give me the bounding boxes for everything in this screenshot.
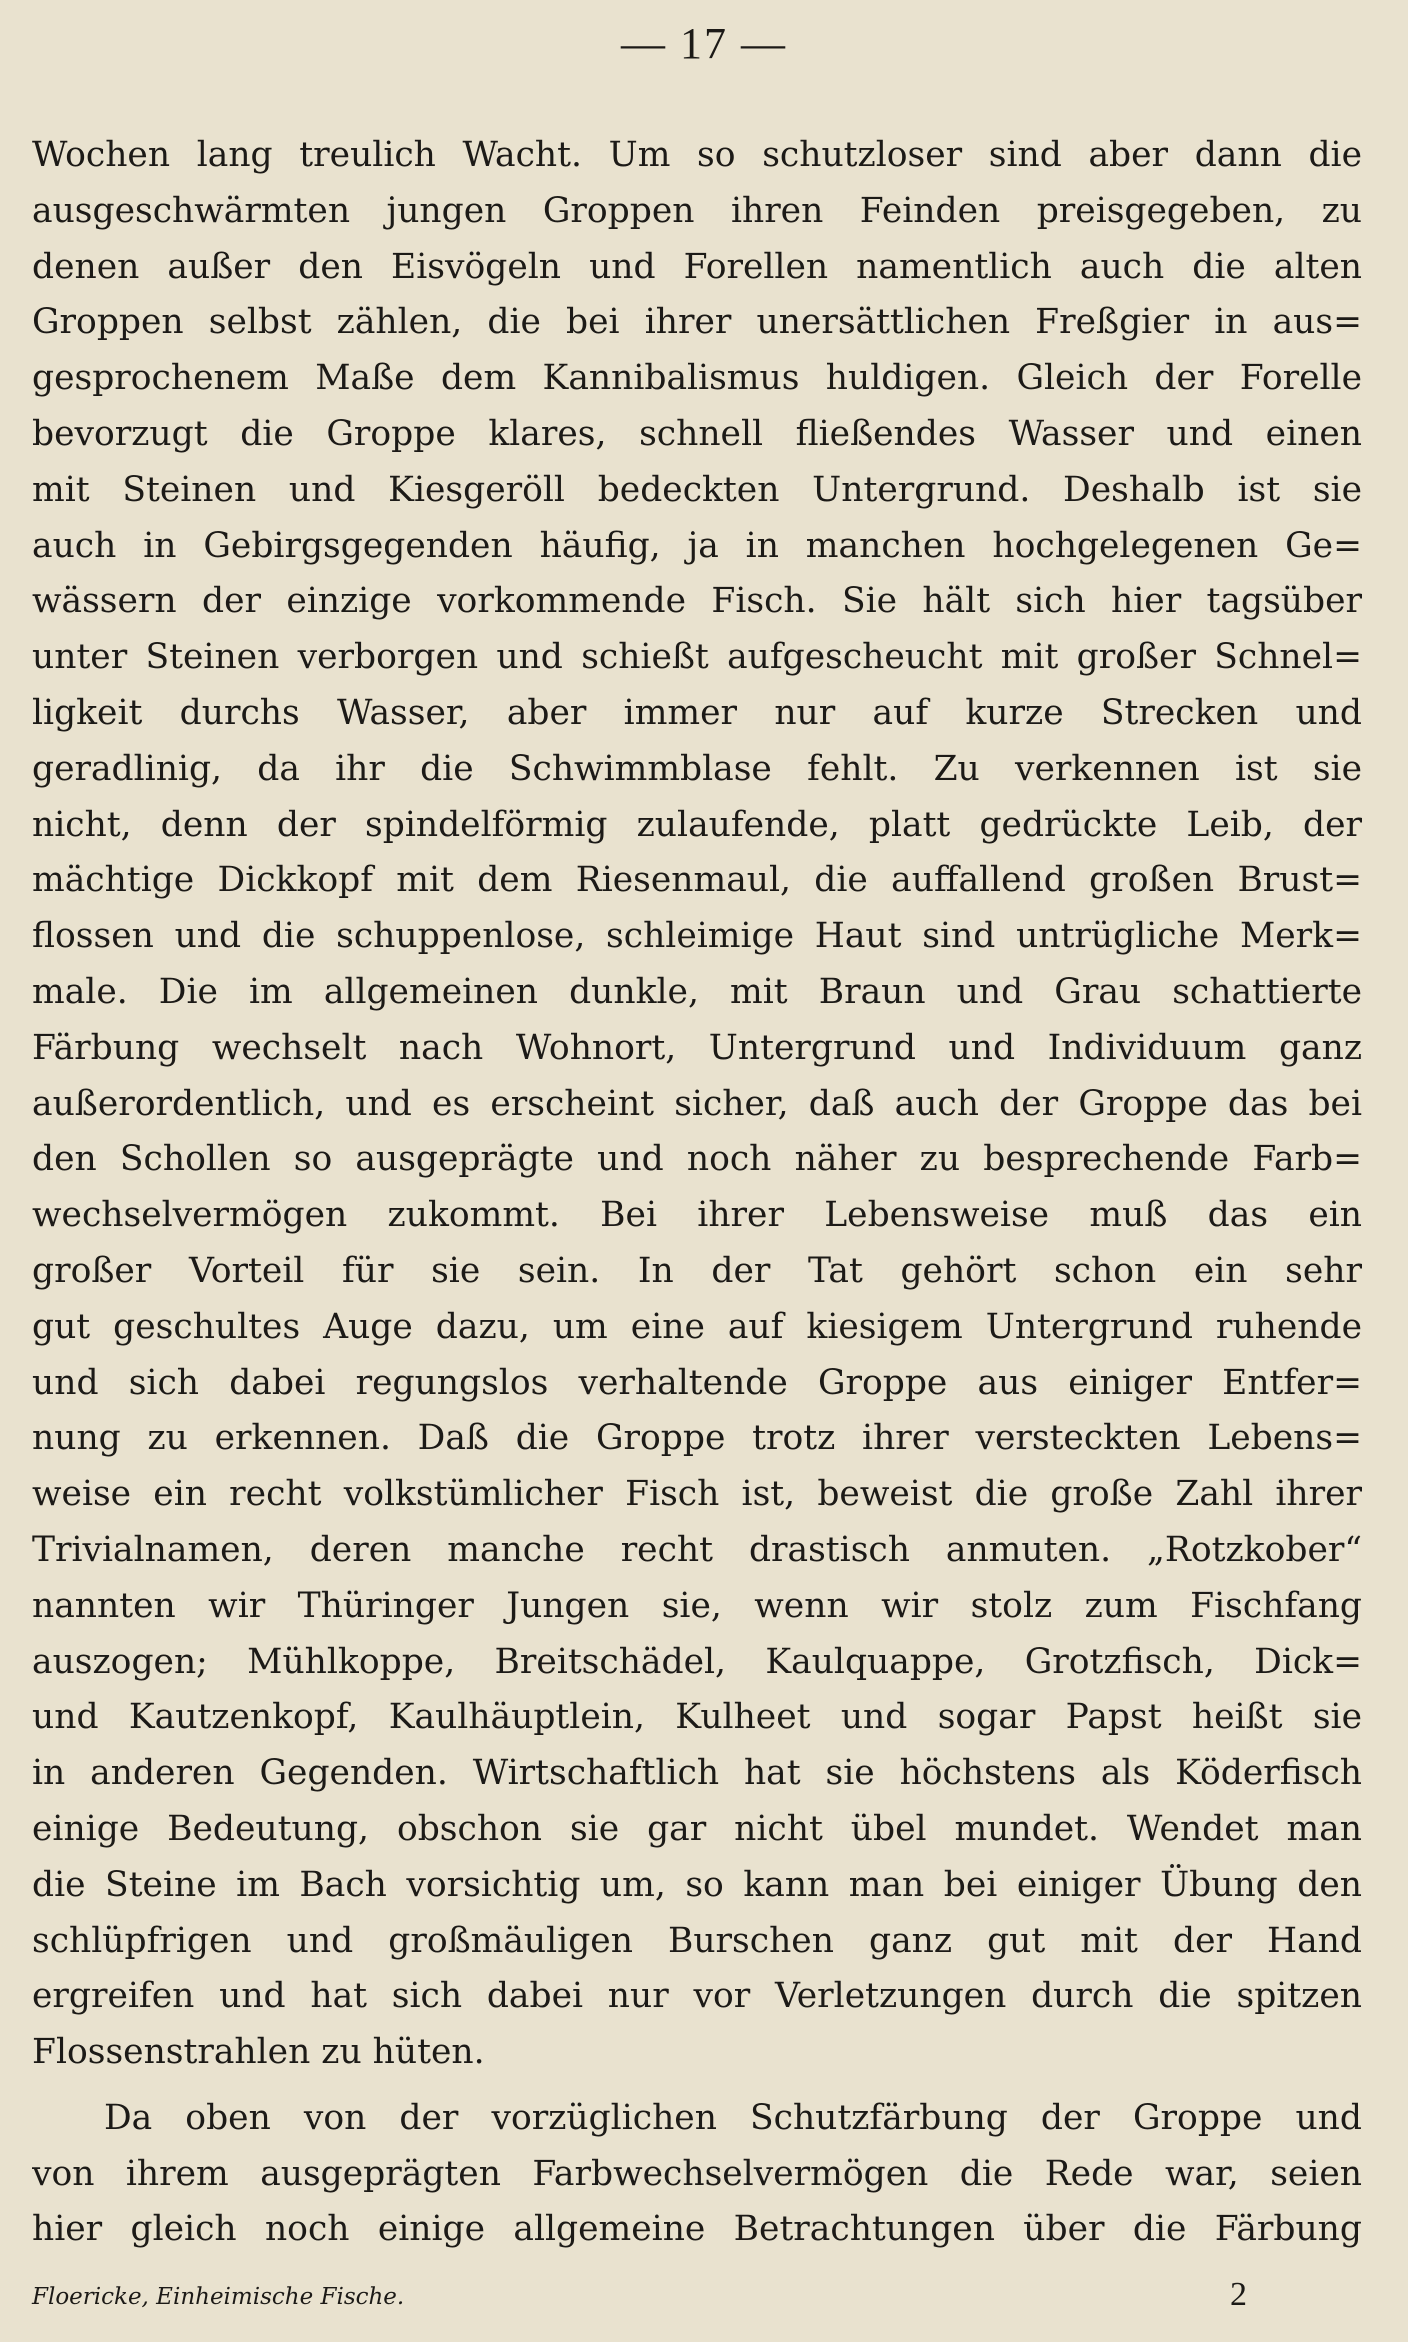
text-line: auch in Gebirgsgegenden häufig, ja in manchen hochgelegenen Ge= <box>32 525 1362 566</box>
paragraph-2 <box>32 2091 1362 2258</box>
text-line: schlüpfrigen und großmäuligen Burschen ganz gut mit der Hand <box>32 1920 1362 1961</box>
text-line: gut geschultes Auge dazu, um eine auf kiesigem Untergrund ruhende <box>32 1306 1362 1347</box>
text-line: ligkeit durchs Wasser, aber immer nur auf kurze Strecken und <box>32 692 1362 733</box>
text-line: und sich dabei regungslos verhaltende Groppe aus einiger Entfer= <box>32 1362 1362 1403</box>
paragraph-1 <box>32 128 1362 2081</box>
text-line: Wochen lang treulich Wacht. Um so schutzloser sind aber dann die <box>32 135 1362 175</box>
text-line: nung zu erkennen. Daß die Groppe trotz ihrer versteckten Lebens= <box>32 1418 1362 1459</box>
text-line: nicht, denn der spindelförmig zulaufende, platt gedrückte Leib, der <box>32 804 1362 845</box>
text-line: Färbung wechselt nach Wohnort, Untergrund und Individuum ganz <box>32 1027 1362 1068</box>
text-line: die Steine im Bach vorsichtig um, so kann man bei einiger Übung den <box>32 1864 1362 1905</box>
text-line: nannten wir Thüringer Jungen sie, wenn wir stolz zum Fischfang <box>32 1585 1362 1626</box>
page-number: — 17 — <box>621 19 787 68</box>
text-line: hier gleich noch einige allgemeine Betrachtungen über die Färbung <box>32 2209 1362 2250</box>
sheet-number: 2 <box>1230 2276 1247 2313</box>
text-line: unter Steinen verborgen und schießt aufgescheucht mit großer Schnel= <box>32 637 1362 678</box>
text-line: bevorzugt die Groppe klares, schnell fließendes Wasser und einen <box>32 413 1362 454</box>
text-line: ausgeschwärmten jungen Groppen ihren Feinden preisgegeben, zu <box>32 190 1362 231</box>
text-line: mächtige Dickkopf mit dem Riesenmaul, die auffallend großen Brust= <box>32 860 1362 901</box>
text-line: wässern der einzige vorkommende Fisch. Sie hält sich hier tagsüber <box>32 581 1362 622</box>
footer-signature: Floericke, Einheimische Fische. <box>32 2284 405 2310</box>
text-line: in anderen Gegenden. Wirtschaftlich hat sie höchstens als Köderfisch <box>32 1753 1362 1794</box>
text-line: wechselvermögen zukommt. Bei ihrer Lebensweise muß das ein <box>32 1195 1362 1236</box>
text-line: gesprochenem Maße dem Kannibalismus huldigen. Gleich der Forelle <box>32 358 1362 399</box>
body-text <box>32 128 1362 2258</box>
text-line: Trivialnamen, deren manche recht drastisch anmuten. „Rotzkober“ <box>32 1529 1362 1570</box>
text-line: auszogen; Mühlkoppe, Breitschädel, Kaulquappe, Grotzfisch, Dick= <box>32 1641 1362 1682</box>
text-line: flossen und die schuppenlose, schleimige Haut sind untrügliche Merk= <box>32 916 1362 957</box>
text-line: von ihrem ausgeprägten Farbwechselvermögen die Rede war, seien <box>32 2153 1362 2194</box>
text-line: denen außer den Eisvögeln und Forellen namentlich auch die alten <box>32 246 1362 287</box>
text-line: einige Bedeutung, obschon sie gar nicht übel mundet. Wendet man <box>32 1808 1362 1849</box>
text-line: großer Vorteil für sie sein. In der Tat gehört schon ein sehr <box>32 1250 1362 1291</box>
text-line: weise ein recht volkstümlicher Fisch ist, beweist die große Zahl ihrer <box>32 1474 1362 1515</box>
text-line: außerordentlich, und es erscheint sicher, daß auch der Groppe das bei <box>32 1083 1362 1124</box>
text-line: male. Die im allgemeinen dunkle, mit Braun und Grau schattierte <box>32 971 1362 1012</box>
text-line: mit Steinen und Kiesgeröll bedeckten Untergrund. Deshalb ist sie <box>32 469 1362 510</box>
paragraph-gap <box>32 2081 1362 2091</box>
text-line: geradlinig, da ihr die Schwimmblase fehlt. Zu verkennen ist sie <box>32 748 1362 789</box>
text-line: Flossenstrahlen zu hüten. <box>32 2032 485 2073</box>
text-line: ergreifen und hat sich dabei nur vor Verletzungen durch die spitzen <box>32 1976 1362 2017</box>
text-line: den Schollen so ausgeprägte und noch näher zu besprechende Farb= <box>32 1139 1362 1180</box>
text-line: Groppen selbst zählen, die bei ihrer unersättlichen Freßgier in aus= <box>32 302 1362 343</box>
text-line: Da oben von der vorzüglichen Schutzfärbung der Groppe und <box>104 2097 1362 2138</box>
text-line: und Kautzenkopf, Kaulhäuptlein, Kulheet und sogar Papst heißt sie <box>32 1697 1362 1738</box>
